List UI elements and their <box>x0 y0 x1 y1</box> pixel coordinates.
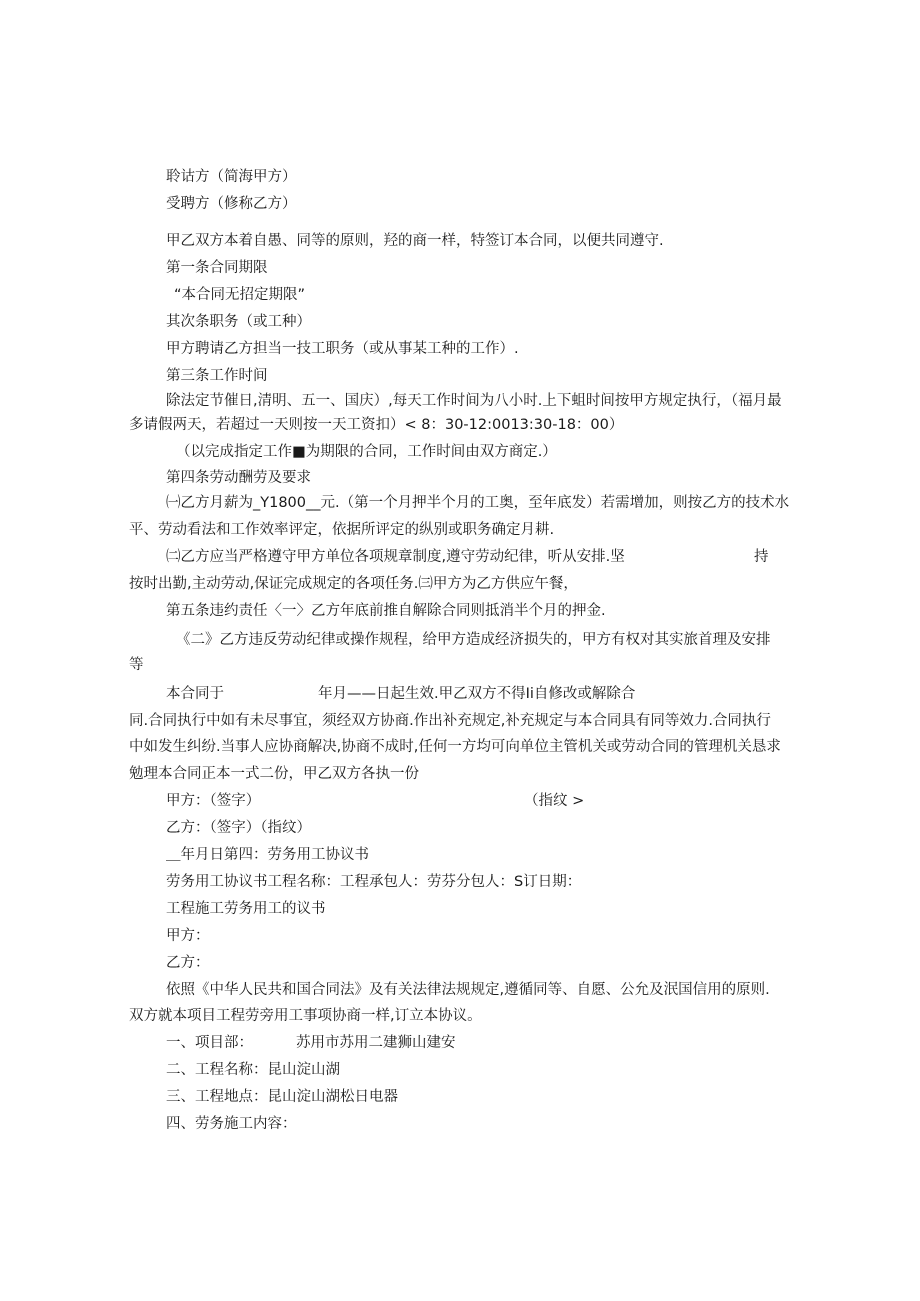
article-4-body-fragment: 持 <box>754 549 769 565</box>
article-4-body-line: 平、劳动看法和工作效率评定，依据所评定的纵别或职务确定月耕. <box>129 522 555 538</box>
project-dept-value: 苏用市苏用二建狮山建安 <box>296 1035 456 1051</box>
party-a-fingerprint: （指纹 > <box>524 793 585 809</box>
article-2-body: 甲方聘请乙方担当一技工职务（或从事某工种的工作）. <box>166 341 519 357</box>
effective-date-line: 勉理本合同正本一式二份，甲乙双方各执一份 <box>129 766 419 782</box>
article-4-body-line: 按时出勤,主动劳动,保证完成规定的各项任务.㈢甲方为乙方供应午餐， <box>129 576 578 592</box>
employee-line: 受聘方（修称乙方） <box>166 196 297 212</box>
article-3-note: （以完成指定工作■为期限的合同，工作时间由双方商定.） <box>176 444 557 460</box>
effective-date-line: 年月——日起生效.甲乙双方不得Ii自修改或解除合 <box>318 686 636 702</box>
party-b-signature: 乙方：（签字）（指纹） <box>166 820 311 836</box>
effective-date-line: 中如发生纠纷.当事人应协商解决,协商不成时,任何一方均可向单位主管机关或劳动合同的管理机关恳求 <box>129 739 781 755</box>
party-b-line: 乙方： <box>166 955 210 971</box>
project-name-line: 二、工程名称：昆山淀山湖 <box>166 1062 340 1078</box>
agreement-basis-line: 双方就本项目工程劳旁用工事项协商一样,订立本协议。 <box>129 1008 482 1024</box>
article-3-body-line: 多请假两天，若超过一天则按一天工资扣）< 8：30-12:0013:30-18：00） <box>129 417 624 433</box>
article-5-heading: 第五条违约责任〈一〉乙方年底前推自解除合同则抵消半个月的押金. <box>166 603 606 619</box>
agreement-title: 工程施工劳务用工的议书 <box>166 901 326 917</box>
section-heading: ＿年月日第四：劳务用工协议书 <box>166 847 369 863</box>
article-5-body-line: 《二》乙方违反劳动纪律或操作规程，给甲方造成经济损失的，甲方有权对其实旅首理及安排 <box>176 632 771 648</box>
article-1-body: “本合同无招定期限” <box>174 287 306 303</box>
effective-date-line: 本合同于 <box>166 686 224 702</box>
project-dept-label: 一、项目部： <box>166 1035 253 1051</box>
article-5-body-line: 等 <box>129 657 144 673</box>
article-4-body-line: ㈡乙方应当严格遵守甲方单位各项规章制度,遵守劳动纪律，听从安排.坚 <box>166 549 625 565</box>
party-a-line: 甲方： <box>166 928 210 944</box>
employer-line: 聆诂方（简海甲方） <box>166 169 297 185</box>
project-location-line: 三、工程地点：昆山淀山湖松日电器 <box>166 1089 398 1105</box>
agreement-info-line: 劳务用工协议书工程名称：工程承包人：劳芬分包人：S订日期： <box>166 874 582 890</box>
party-a-signature: 甲方：（签字） <box>166 793 261 809</box>
work-content-line: 四、劳务施工内容： <box>166 1116 297 1132</box>
article-4-body-line: ㈠乙方月薪为_Y1800__元.（第一个月押半个月的工奥，至年底发）若需增加，则按乙方的技术水 <box>166 495 790 511</box>
effective-date-line: 同.合同执行中如有未尽事宜，须经双方协商.作出补充规定,补充规定与本合同具有同等效力.合同执行 <box>129 713 771 729</box>
article-3-heading: 第三条工作时间 <box>166 368 268 384</box>
article-4-heading: 第四条劳动酬劳及要求 <box>166 470 311 486</box>
agreement-basis-line: 依照《中华人民共和国合同法》及有关法律法规规定,遵循同等、自愿、公允及泯国信用的原则. <box>166 982 770 998</box>
article-2-heading: 其次条职务（或工种） <box>166 314 311 330</box>
article-1-heading: 第一条合同期限 <box>166 260 268 276</box>
article-3-body-line: 除法定节催日,清明、五一、国庆）,每天工作时间为八小时.上下蛆时间按甲方规定执行，（福月最 <box>166 393 782 409</box>
preamble-line: 甲乙双方本着自愚、同等的原则，羟的商一样，特签订本合同，以便共同遵守. <box>166 233 664 249</box>
